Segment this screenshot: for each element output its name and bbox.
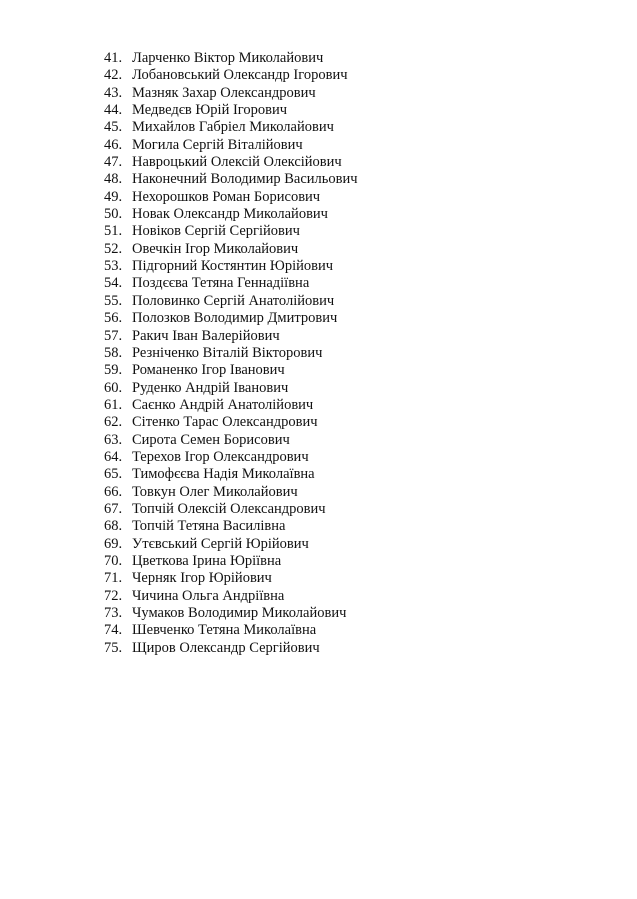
list-item [104, 362, 358, 379]
list-item [104, 380, 358, 397]
list-item [104, 119, 358, 136]
list-item [104, 241, 358, 258]
item-number: 70. [104, 552, 123, 569]
list-item [104, 189, 358, 206]
list-item [104, 345, 358, 362]
list-item [104, 605, 358, 622]
item-number: 50. [104, 206, 123, 223]
item-number: 57. [104, 327, 123, 344]
item-number: 67. [104, 500, 123, 517]
list-item [104, 553, 358, 570]
person-name: Цветкова Ірина Юріївна [132, 552, 282, 569]
list-item [104, 293, 358, 310]
list-item [104, 449, 358, 466]
item-number: 56. [104, 310, 123, 327]
item-number: 75. [104, 639, 123, 656]
item-number: 55. [104, 292, 123, 309]
person-name: Мазняк Захар Олександрович [132, 84, 316, 101]
item-number: 73. [104, 605, 123, 621]
item-number: 42. [104, 67, 123, 84]
item-number: 65. [104, 466, 123, 483]
person-name: Терехов Ігор Олександрович [132, 448, 309, 465]
person-name: Чумаков Володимир Миколайович [132, 605, 347, 621]
list-item [104, 640, 358, 657]
item-number: 62. [104, 414, 123, 431]
person-name: Топчій Олексій Олександрович [132, 500, 326, 517]
person-name: Саєнко Андрій Анатолійович [132, 396, 314, 413]
item-number: 68. [104, 518, 123, 535]
person-name: Ларченко Віктор Миколайович [132, 50, 324, 66]
person-name: Топчій Тетяна Василівна [132, 518, 286, 535]
item-number: 51. [104, 223, 123, 240]
list-item [104, 310, 358, 327]
person-name: Лобановський Олександр Ігорович [132, 67, 348, 84]
item-number: 52. [104, 240, 123, 257]
person-name: Новіков Сергій Сергійович [132, 223, 300, 240]
person-name: Медведєв Юрій Ігорович [132, 102, 288, 119]
item-number: 60. [104, 379, 123, 396]
list-item [104, 102, 358, 119]
list-item [104, 466, 358, 483]
list-item [104, 588, 358, 605]
list-item [104, 50, 358, 67]
list-item [104, 397, 358, 414]
person-name: Могила Сергій Віталійович [132, 136, 303, 153]
name-list [104, 50, 358, 657]
list-item [104, 137, 358, 154]
person-name: Резніченко Віталій Вікторович [132, 344, 323, 361]
item-number: 58. [104, 344, 123, 361]
list-item [104, 501, 358, 518]
item-number: 54. [104, 275, 123, 292]
list-item [104, 518, 358, 535]
item-number: 61. [104, 396, 123, 413]
item-number: 59. [104, 362, 123, 379]
item-number: 45. [104, 119, 123, 136]
person-name: Новак Олександр Миколайович [132, 206, 328, 223]
person-name: Наконечний Володимир Васильович [132, 171, 358, 188]
item-number: 46. [104, 136, 123, 153]
item-number: 43. [104, 84, 123, 101]
item-number: 48. [104, 171, 123, 188]
item-number: 49. [104, 188, 123, 205]
person-name: Михайлов Габріел Миколайович [132, 119, 334, 136]
item-number: 47. [104, 154, 123, 171]
list-item [104, 570, 358, 587]
person-name: Овечкін Ігор Миколайович [132, 240, 299, 257]
person-name: Половинко Сергій Анатолійович [132, 292, 335, 309]
item-number: 72. [104, 587, 123, 604]
person-name: Руденко Андрій Іванович [132, 379, 289, 396]
person-name: Поздєєва Тетяна Геннадіївна [132, 275, 310, 292]
list-item [104, 414, 358, 431]
person-name: Черняк Ігор Юрійович [132, 570, 272, 587]
person-name: Ракич Іван Валерійович [132, 327, 280, 344]
person-name: Полозков Володимир Дмитрович [132, 310, 338, 327]
list-item [104, 432, 358, 449]
item-number: 44. [104, 102, 123, 119]
person-name: Навроцький Олексій Олексійович [132, 154, 342, 171]
person-name: Підгорний Костянтин Юрійович [132, 258, 334, 275]
item-number: 41. [104, 50, 123, 66]
person-name: Шевченко Тетяна Миколаївна [132, 622, 317, 639]
list-item [104, 154, 358, 171]
person-name: Сирота Семен Борисович [132, 431, 290, 448]
item-number: 69. [104, 535, 123, 552]
list-item [104, 67, 358, 84]
item-number: 74. [104, 622, 123, 639]
item-number: 71. [104, 570, 123, 587]
person-name: Щиров Олександр Сергійович [132, 639, 320, 656]
list-item [104, 275, 358, 292]
list-item [104, 536, 358, 553]
item-number: 63. [104, 431, 123, 448]
list-item [104, 258, 358, 275]
list-item [104, 206, 358, 223]
list-item [104, 622, 358, 639]
item-number: 53. [104, 258, 123, 275]
person-name: Чичина Ольга Андріївна [132, 587, 285, 604]
list-item [104, 328, 358, 345]
list-item [104, 484, 358, 501]
list-item [104, 171, 358, 188]
person-name: Тимофєєва Надія Миколаївна [132, 466, 315, 483]
person-name: Утєвський Сергій Юрійович [132, 535, 309, 552]
person-name: Товкун Олег Миколайович [132, 483, 298, 500]
list-item [104, 85, 358, 102]
list-item [104, 223, 358, 240]
item-number: 66. [104, 483, 123, 500]
person-name: Сітенко Тарас Олександрович [132, 414, 318, 431]
item-number: 64. [104, 448, 123, 465]
person-name: Нехорошков Роман Борисович [132, 188, 321, 205]
person-name: Романенко Ігор Іванович [132, 362, 285, 379]
